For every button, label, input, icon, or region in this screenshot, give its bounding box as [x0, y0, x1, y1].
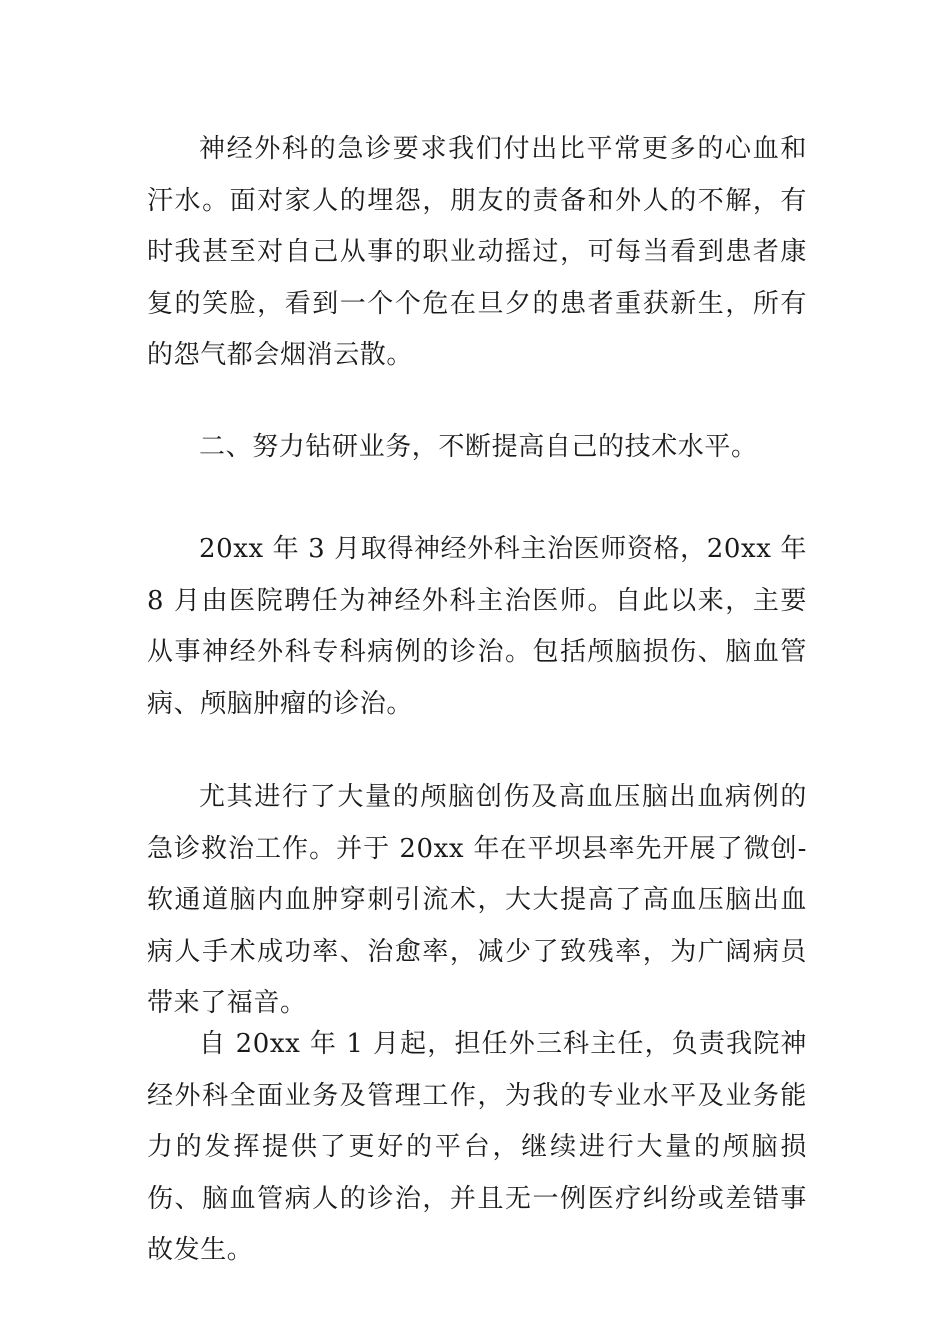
section-heading: 二、努力钻研业务，不断提高自己的技术水平。	[199, 432, 758, 462]
paragraph-3: 20xx 年 3 月取得神经外科主治医师资格，20xx 年 8 月由医院聘任为神经外科主治医师。自此以来，主要从事神经外科专科病例的诊治。包括颅脑损伤、脑血管病、颅脑肿瘤的诊治。	[147, 534, 807, 719]
paragraph-5: 自 20xx 年 1 月起，担任外三科主任，负责我院神经外科全面业务及管理工作，为我的专业水平及业务能力的发挥提供了更好的平台，继续进行大量的颅脑损伤、脑血管病人的诊治，并且无一例医疗纠纷或差错事故发生。	[147, 1029, 807, 1265]
paragraph-1: 神经外科的急诊要求我们付出比平常更多的心血和汗水。面对家人的埋怨，朋友的责备和外人的不解，有时我甚至对自己从事的职业动摇过，可每当看到患者康复的笑脸，看到一个个危在旦夕的患者重获新生，所有的怨气都会烟消云散。	[147, 134, 807, 370]
paragraph-4: 尤其进行了大量的颅脑创伤及高血压脑出血病例的急诊救治工作。并于 20xx 年在平坝县率先开展了微创-软通道脑内血肿穿刺引流术，大大提高了高血压脑出血病人手术成功率、治愈率，减少了致残率，为广阔病员带来了福音。	[147, 782, 807, 1018]
